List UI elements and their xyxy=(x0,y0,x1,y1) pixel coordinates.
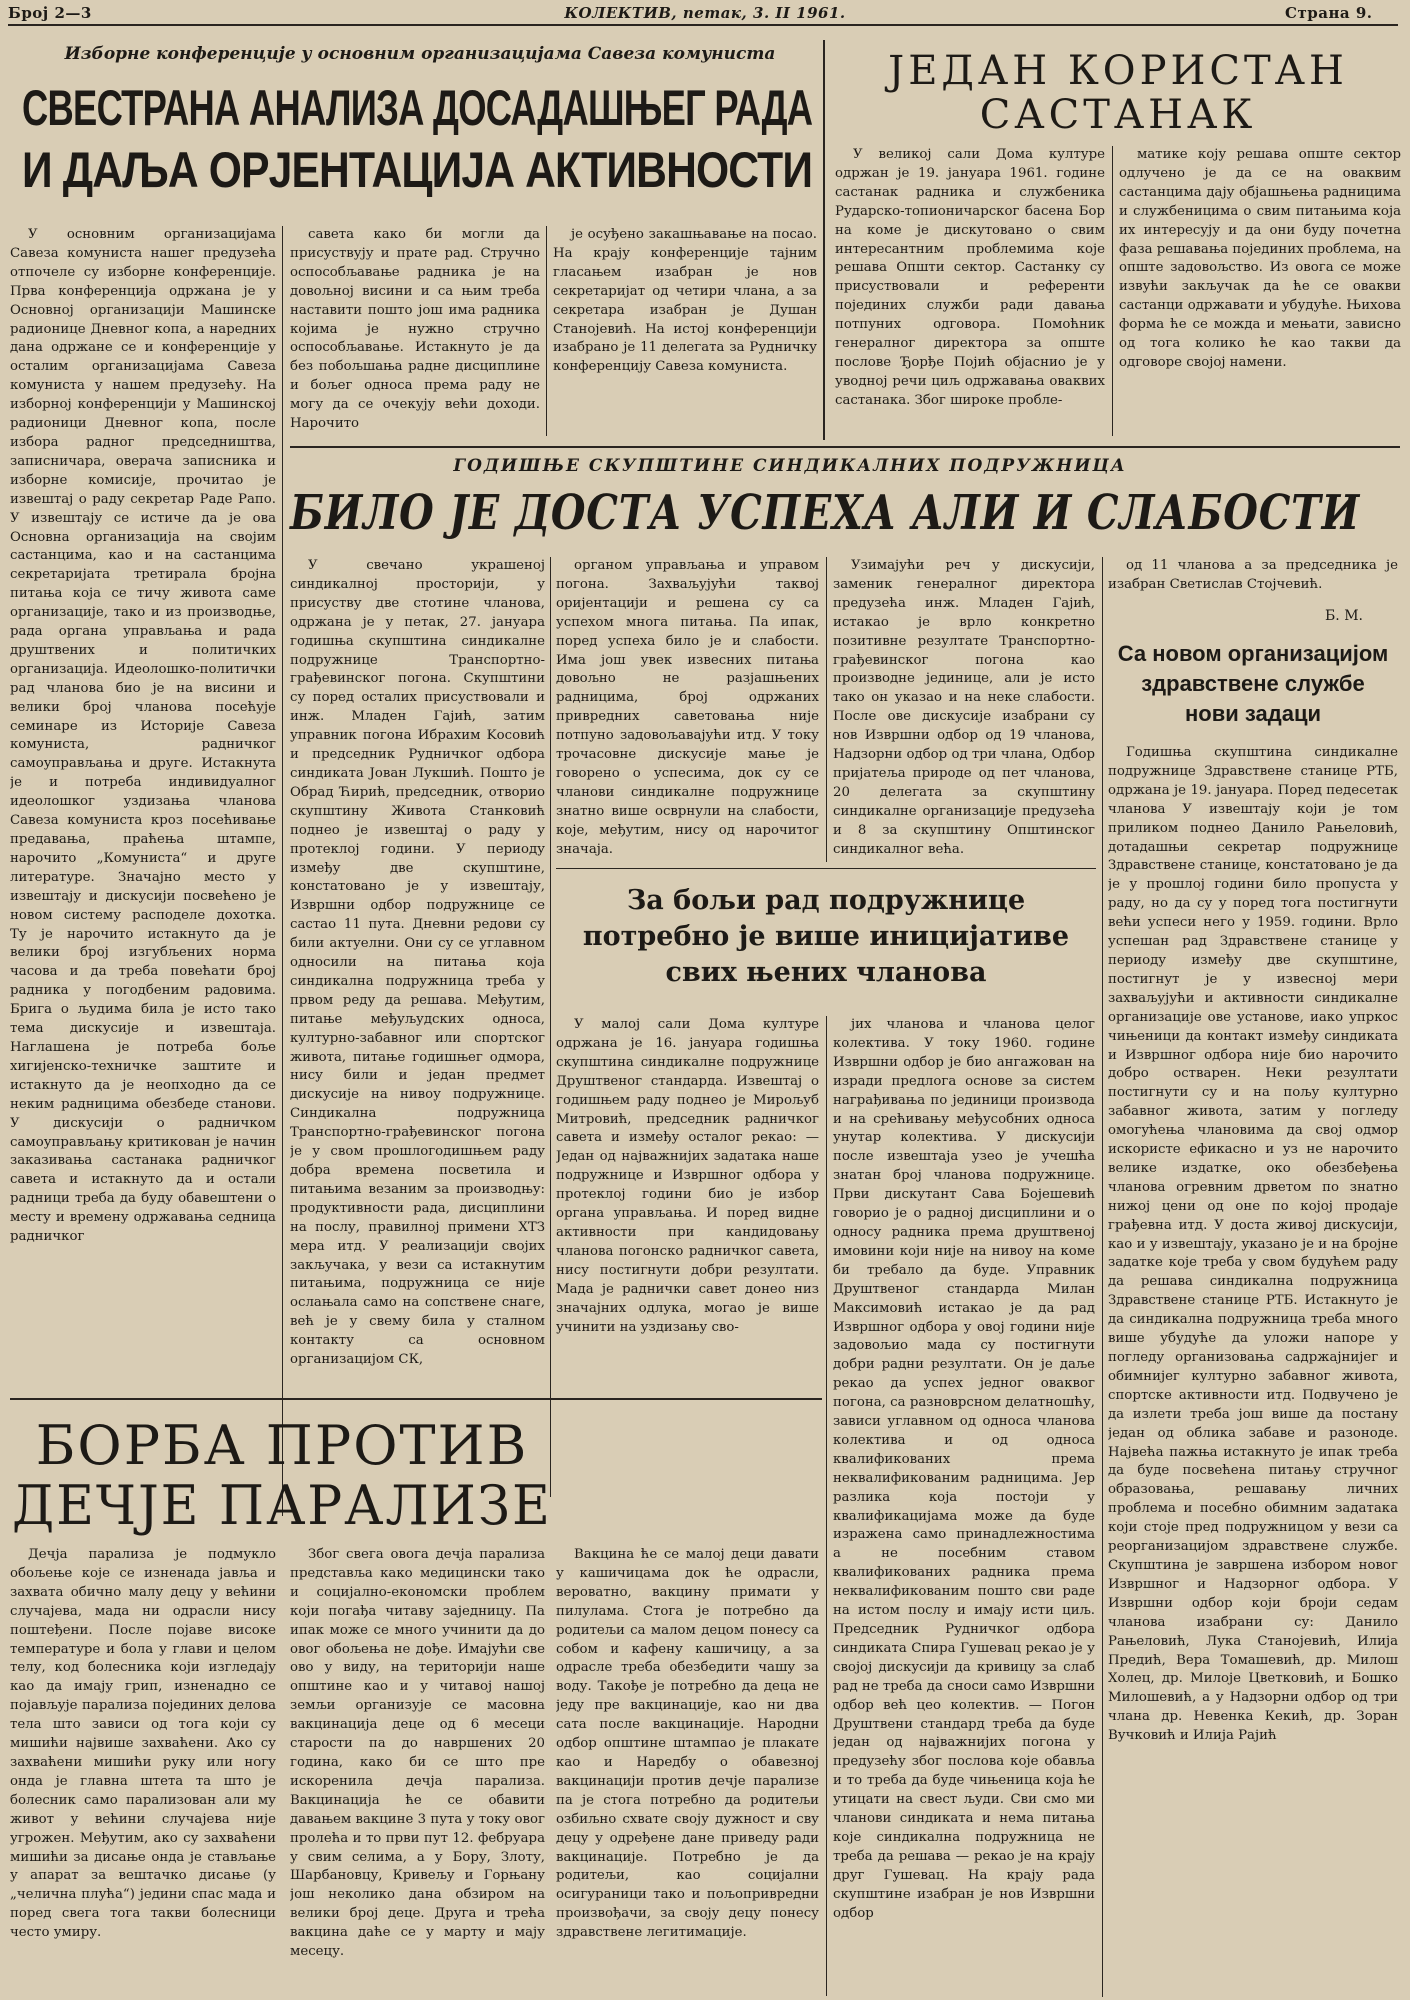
article1-column-1 xyxy=(10,226,276,1518)
article4-title-line2: потребно је више иницијативе xyxy=(582,921,1070,952)
col-rule xyxy=(1102,557,1103,1997)
article3-col3-text: Узимајући реч у дискусији, заменик генералног директора предузећа инж. Младен Гајић, истакао је врло конкретно позитивне резултате Транспортно-грађевинског погона као производне јединице, али је исто тако он указао и на неке слабости. После ове дискусије изабрани су нов Извршни одбор од 19 чланова, Надзорни одбор од три члана, Одбор пријатеља природе од пет чланова, 20 делегата за скупштину синдикалне организације предузећа и 8 за скупштину Општинског синдикалног већа. xyxy=(833,558,1095,857)
article1-title-line1: СВЕСТРАНА АНАЛИЗА ДОСАДАШЊЕГ РАДА xyxy=(22,80,813,136)
article1-title-line2: И ДАЉА ОРЈЕНТАЦИЈА АКТИВНОСТИ xyxy=(22,142,813,198)
issue-number: Број 2—3 xyxy=(8,4,92,22)
article5-title-line1: Са новом организацијом xyxy=(1117,641,1389,666)
article2-column-2 xyxy=(1119,146,1401,441)
article3-kicker: ГОДИШЊЕ СКУПШТИНЕ СИНДИКАЛНИХ ПОДРУЖНИЦА xyxy=(453,456,1127,476)
col-rule xyxy=(546,226,547,436)
article2-title-line1: ЈЕДАН КОРИСТАН xyxy=(888,48,1348,94)
article6-title-line2: ДЕЧЈЕ ПАРАЛИЗЕ xyxy=(12,1474,552,1537)
article1-col2-text: савета како би могли да присуствују и прате рад. Стручно оспособљавање радника је на довољној висини и са њим треба наставити пошто још има радника којима је нужно стручно оспособљавање. Истакнуто је да без побољшања радне дисциплине и бољег односа према раду не могу да се очекују већи доходи. Нарочито xyxy=(290,227,540,432)
article6-column-3 xyxy=(556,1546,819,1996)
article2-col1-text: У великој сали Дома културе одржан је 19. јануара 1961. године састанак радника и службеника Рударско-топионичарског басена Бор на коме је дискутовано о свим интересантним проблемима које решава Општи сектор. Састанку су присуствовали и референти појединих служби ради давања потпуних одговора. Помоћник генералног директора за опште послове Ђорђе Појић објаснио је у уводној речи циљ одржавања оваквих састанака. Због широке пробле- xyxy=(835,147,1105,408)
article4-column-1 xyxy=(556,1016,819,1441)
article3-column-3 xyxy=(833,557,1095,863)
col-rule xyxy=(826,557,827,862)
article2-col2-text: матике коју решава опште сектор одлучено је да се на оваквим састанцима дају објашњења радницима и службеницима о свим питањима која их интересују и да они буду почетна фаза решавања појединих проблема, на опште задовољство. Из овога се може извући закључак да ће се овакви састанци одржавати и убудуће. Њихова форма ће се можда и мењати, зависно од тога колико ће као такви да одговоре својој намени. xyxy=(1119,147,1401,370)
article2-title-line2: САСТАНАК xyxy=(979,92,1257,138)
header-rule xyxy=(8,24,1398,26)
masthead: КОЛЕКТИВ, петак, 3. II 1961. xyxy=(564,4,846,22)
article3-column-1 xyxy=(290,557,545,1489)
article3-title: БИЛО ЈЕ ДОСТА УСПЕХА АЛИ И СЛАБОСТИ xyxy=(290,485,1360,541)
article1-col3-text: је осуђено закашњавање на посао. На крају конференције тајним гласањем изабран је нов секретаријат од четири члана, а за секретара изабран је Душан Станојевић. На истој конференцији изабрано је 11 делегата за Рудничку конференцију Савеза комуниста. xyxy=(553,227,817,375)
section-divider xyxy=(556,868,1096,869)
col-rule xyxy=(282,226,283,1516)
page-number: Страна 9. xyxy=(1285,4,1373,22)
article6-title-line1: БОРБА ПРОТИВ xyxy=(35,1414,529,1477)
article3-column-4 xyxy=(1108,557,1398,597)
col-rule xyxy=(1112,146,1113,436)
article3-col4-text: од 11 чланова а за председника је изабран Светислав Стојчевић. xyxy=(1108,558,1398,592)
col-rule xyxy=(826,1016,827,1996)
article4-title-line3: свих њених чланова xyxy=(665,957,987,988)
article1-column-3 xyxy=(553,226,817,441)
article5-title-line3: нови задаци xyxy=(1184,701,1322,726)
article4-column-2 xyxy=(833,1016,1095,1996)
article4-col1-text: У малој сали Дома културе одржана је 16. јануара годишња скупштина синдикалне подружнице Друштвеног стандарда. Извештај о годишњем раду поднео је Мирољуб Митровић, председник радничког савета и између осталог рекао: — Један од најважнијих задатака наше подружнице и Извршног одбора у протеклој години био је избор органа управљања. И поред видне активности при кандидовању чланова погонско радничког савета, нису постигнути добри резултати. Мада је раднички савет донео низ значајних одлука, могао је више учинити на уздизању сво- xyxy=(556,1017,819,1335)
article1-col1-text: У основним организацијама Савеза комуниста нашег предузећа отпочеле су изборне конференције. Прва конференција одржана је у Основној организацији Машинске радионице Дневног копа, а наредних дана одржане се и конференције у осталим организацијама Савеза комуниста у нашем предузећу. На изборној конференцији у Машинској радионици Дневног копа, после избора радног председништва, записничара, оверача записника и изборне комисије, прочитао је извештај о раду секретар Раде Рапо. У извештају се истиче да је ова Основна организација на својим састанцима, као и на састанцима секретаријата третирала бројна питања која се тичу живота саме организације, тако и из производње, рада органа управљања и рада друштвених и политичких организација. Идеолошко-политички рад чланова био је на висини и велики број чланова посећује семинаре из Историје Савеза комуниста, радничког самоуправљања и друге. Истакнута је и потреба индивидуалног идеолошког уздизања чланова Савеза комуниста кроз посећивање предавања, праћења штампе, нарочито „Комуниста“ и друге литературе. Значајно место у извештају и дискусији посвећено је новом систему расподеле дохотка. Ту је нарочито истакнуто да је велики број изгубљених норма часова и да треба повећати број радника у погодбеним радовима. Брига о људима била је исто тако тема дискусије и извештаја. Наглашена је потреба боље хигијенско-техничке заштите и истакнуто да је неопходно да се неким радницима обезбеде станови. У дискусији о радничком самоуправљању критикован је начин заказивања састанака радничког савета и истакнуто да и остали радници треба да буду обавештени о месту и времену одржавања седница радничког xyxy=(10,227,276,1245)
article3-col1-text: У свечано украшеној синдикалној просторији, у присуству две стотине чланова, одржана је у петак, 27. јануара годишња скупштина синдикалне подружнице Транспортно-грађевинског погона. Скупштини су поред осталих присуствовали и инж. Младен Гајић, затим управник погона Ибрахим Kосовић и председник Рудничког одбора синдиката Јован Лукшић. Пошто је Обрад Ћирић, председник, отворио скупштину Живота Станковић поднео је извештај о раду у протеклој години. У периоду између две скупштине, констатовано је у извештају, Извршни одбор подружнице се састао 11 пута. Дневни редови су били актуелни. Они су се углавном односили на питања која синдикална подружница треба у првом реду да решава. Међутим, питање међуљудских односа, културно-забавног или спортског живота, питање годишњег одмора, нису били и један предмет дискусије на нивоу подружнице. Синдикална подружница Транспортно-грађевинског погона је у свом прошлогодишњем раду добра времена посветила и питањима везаним за производњу: продуктивности рада, дисциплини на послу, правилној примени ХТЗ мера итд. У реализацији својих закључака, у вези са истакнутим питањима, подружница се није ослањала само на сопствене снаге, већ је у свему била у сталном контакту са основном организацијом СК, xyxy=(290,558,545,1368)
section-divider xyxy=(10,1398,822,1400)
article5-title-line2: здравствене службе xyxy=(1141,671,1365,696)
section-divider xyxy=(823,40,825,440)
article3-signature: Б. М. xyxy=(1325,608,1363,624)
article6-col2-text: Због свега овога дечја парализа представља како медицински тако и социјално-економски проблем који погађа читаву заједницу. Па ипак може се много учинити да до овог обољења не дође. Имајући све ово у виду, на територији наше општине као и у читавој нашој земљи организује се масовна вакцинација деце од 6 месеци старости па до навршених 20 година, како би се што пре искоренила дечја парализа. Вакцинација ће се обавити давањем вакцине 3 пута у току овог пролећа и то први пут 12. фебруара у свим селима, а у Бору, Злоту, Шарбановцу, Кривељу и Горњану још неколико дана обзиром на велики број деце. Друга и трећа вакцина даће се у марту и мају месецу. xyxy=(290,1547,545,1960)
article2-column-1 xyxy=(835,146,1105,441)
article6-column-1 xyxy=(10,1546,276,1996)
article6-col3-text: Вакцина ће се малој деци давати у кашичицама док ће одрасли, вероватно, вакцину примати у пилулама. Стога је потребно да родитељи са малом децом понесу са собом и кафену кашичицу, а за одрасле треба обезбедити чашу за воду. Такође је потребно да деца не једу пре вакцинације, као ни два сата после вакцинације. Народни одбор општине штампао је плакате као и Наредбу о обавезној вакцинацији против дечје парализе па је стога потребно да родитељи озбиљно схвате своју дужност и сву децу у одређене дане приведу ради вакцинације. Потребно је да родитељи, као социјални осигураници тако и пољопривредни произвођачи, за своју децу понесу здравствене легитимације. xyxy=(556,1547,819,1941)
article5-text: Годишња скупштина синдикалне подружнице Здравствене станице РТБ, одржана је 19. јануара. Поред педесетак чланова У извештају који је том приликом поднео Данило Рањеловић, дотадашњи секретар подружнице Здравствене станице, констатовано је да је у прошлој години било пропуста у раду, но да су у поред тога постигнути већи успеси него у 1959. години. Врло успешан рад Здравствене станице у периоду између две скупштине, постигнут је у извесној мери захваљујући и активности синдикалне организације ове установе, иако упркос чињеници да контакт између синдиката и Извршног одбора није био нарочито добро остварен. Неки резултати постигнути су и на пољу културно забавног живота, затим у погледу омогућења члановима да свој одмор искористе ефикасно и уз не нарочито велике издатке, око обезбеђења чланова огревним дрветом по знатно нижој цени од оне по којој продаје грађевна итд. У доста живој дискусији, као и у извештају, указано је и на бројне задатке које треба у свом будућем раду да решава синдикална подружница Здравствене станице РТБ. Истакнуто је да синдикална подружница треба много више убудуће да уложи напоре у погледу организовања садржајнијег и обимнијег културно забавног живота, спортске активности итд. Подвучено је да излети треба још више да постану један од облика забаве и разоноде. Највећа пажња истакнуто је ипак треба да буде посвећена питању стручног образовања, решавању личних проблема и посебно обимним задатака који стоје пред подружницом у вези са реорганизацијом здравствене службе. Скупштина је завршена избором новог Извршног и Надзорног одбора. У Извршни одбор који броји седам чланова изабрани су: Данило Рањеловић, Лука Станојевић, Илија Предић, Вера Томашевић, др. Милош Холец, др. Милоје Цветковић, и Бошко Милошевић, а у Надзорни одбор од три члана др. Невенка Кекић, др. Зоран Вучковић и Илија Рајић xyxy=(1108,745,1398,1744)
article3-column-2 xyxy=(556,557,819,863)
article3-col2-text: органом управљања и управом погона. Захваљујући таквој оријентацији и решена су са успехом многа питања. Па ипак, поред успеха било је и слабости. Има још увек извесних питања довољно не разјашњених радницима, број одржаних привредних саветовања није потпуно задовољавајући итд. У току трочасовне дискусије мање је говорено о успесима, док су се чланови синдикалне подружнице знатно више осврнули на слабости, које, међутим, нису од нарочитог значаја. xyxy=(556,558,819,857)
article4-title-line1: За бољи рад подружнице xyxy=(626,885,1026,916)
article6-col1-text: Дечја парализа је подмукло обољење које се изненада јавља и захвата обично малу децу у већини случајева, мада ни одрасли нису поштеђени. После појаве високе температуре и бола у глави и целом телу, код болесника који изгледају као да имају грип, изненадно се појављује парализа појединих делова тела што зависи од тога који су мишићи највише захваћени. Ако су захваћени мишићи руку или ногу онда је главна штета та што је болесник само парализован али му живот у већини случајева није угрожен. Међутим, ако су захваћени мишићи за дисање онда је стављање у апарат за вештачко дисање (у „челична плућа“) једини спас мада и поред свега тога такви болесници често умиру. xyxy=(10,1547,276,1941)
section-divider xyxy=(290,446,1400,448)
article1-column-2 xyxy=(290,226,540,441)
article1-kicker: Изборне конференције у основним организацијама Савеза комуниста xyxy=(64,44,776,64)
col-rule xyxy=(550,557,551,1497)
article4-col2-text: јих чланова и чланова целог колектива. У току 1960. године Извршни одбор је био ангажован на изради предлога основе за систем награђивања по јединици производа и на срећивању међусобних односа унутар колектива. У дискусији после извештаја узео је учешћа знатан број чланова подружнице. Први дискутант Сава Бојешевић говорио је о радној дисциплини и о односу радника према друштвеној имовини који није на нивоу на коме би требало да буде. Управник Друштвеног стандарда Милан Максимовић истакао је да рад Извршног одбора у овој години није задовољио мада су постигнути добри радни резултати. Он је даље рекао да успех једног оваквог погона, са разноврсном делатношћу, зависи углавном од односа чланова колектива и од односа квалификованих према неквалификованим радницима. Јер разлика која постоји у квалификацијама може да буде изражена само принадлежностима а не посебним ставом квалификованих радника према неквалификованим пошто сви раде на истом послу и имају исти циљ. Председник Рудничког одбора синдиката Спира Гушевац рекао је у својој дискусији да кривицу за слаб рад не треба да сноси само Извршни одбор већ цео колектив. — Погон Друштвени стандард треба да буде један од најважнијих погона у предузећу због послова које обавља и то треба да буде чињеница која ће утицати на свест људи. Сви смо ми чланови синдиката и нема питања које синдикална подружница не треба да решава — рекао је на крају друг Гушевац. На крају рада скупштине изабран је нов Извршни одбор xyxy=(833,1017,1095,1921)
article6-column-2 xyxy=(290,1546,545,1996)
article5-column xyxy=(1108,744,1398,1996)
